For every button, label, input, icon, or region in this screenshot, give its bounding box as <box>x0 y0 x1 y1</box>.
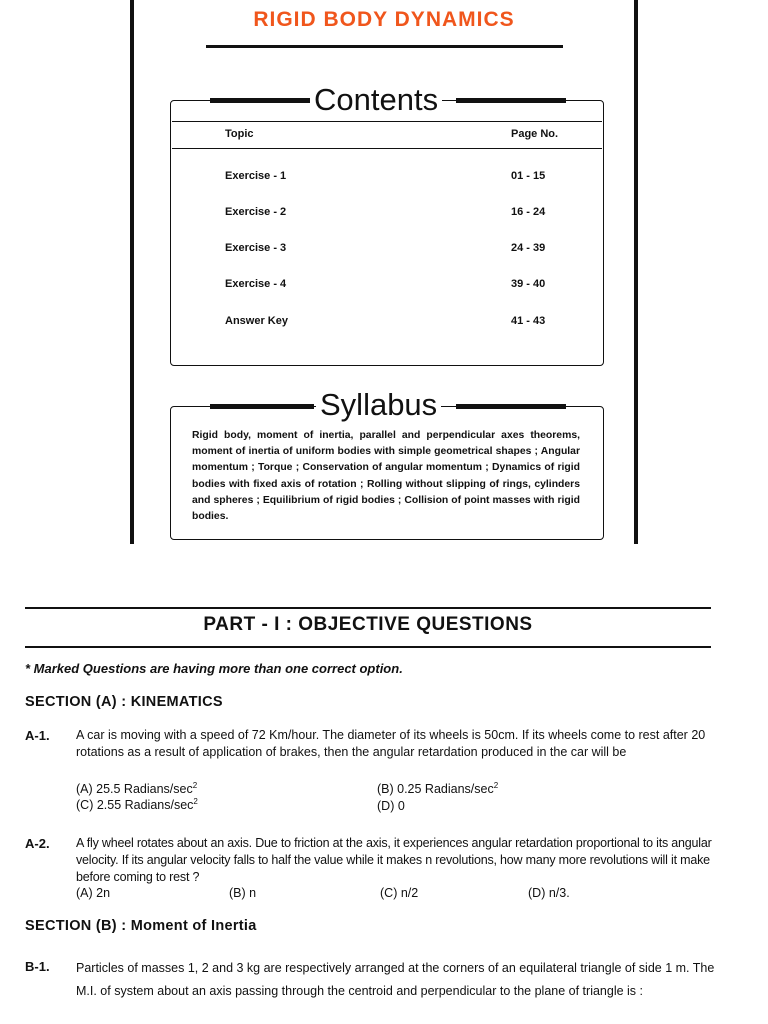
question-number: A-2. <box>25 836 50 851</box>
part-rule-top <box>25 607 711 609</box>
option-b: (B) n <box>229 886 257 900</box>
question-number: A-1. <box>25 728 50 743</box>
option-b-text: (B) 0.25 Radians/sec <box>377 782 494 797</box>
contents-row-topic: Answer Key <box>225 315 288 327</box>
question-text: A car is moving with a speed of 72 Km/hour. The diameter of its wheels is 50cm. If its wheels come to rest after 20 rotations as a result of application of brakes, then the angular retardation produced in the car will be <box>76 728 706 759</box>
option-b <box>377 781 498 796</box>
question-text: Particles of masses 1, 2 and 3 kg are respectively arranged at the corners of an equilateral triangle of side 1 m. The M.I. of system about an axis passing through the centroid and perpendicular to the plane of triangle is : <box>76 961 715 998</box>
syllabus-title: Syllabus <box>316 387 441 423</box>
section-a-heading: SECTION (A) : KINEMATICS <box>25 694 223 710</box>
contents-row-page: 16 - 24 <box>511 206 546 218</box>
contents-row-page: 41 - 43 <box>511 315 546 327</box>
contents-row-page: 39 - 40 <box>511 278 546 290</box>
option-d: (D) n/3. <box>528 886 570 900</box>
superscript: 2 <box>192 781 198 790</box>
contents-row-topic: Exercise - 2 <box>225 206 287 218</box>
right-frame-border <box>634 0 638 544</box>
contents-row-page: 24 - 39 <box>511 242 546 254</box>
section-b-heading: SECTION (B) : Moment of Inertia <box>25 918 257 934</box>
contents-title-bar-right <box>456 98 566 103</box>
superscript: 2 <box>193 797 198 806</box>
question-number: B-1. <box>25 959 50 974</box>
option-a <box>76 781 197 796</box>
title-underline <box>206 45 563 48</box>
contents-title-bar-left <box>210 98 314 103</box>
chapter-title: RIGID BODY DYNAMICS <box>253 8 515 31</box>
left-frame-border <box>130 0 134 544</box>
contents-row-page: 01 - 15 <box>511 170 546 182</box>
part-title: PART - I : OBJECTIVE QUESTIONS <box>203 614 533 635</box>
contents-title: Contents <box>310 82 442 118</box>
option-c <box>76 797 198 812</box>
option-a-text: (A) 25.5 Radians/sec <box>76 782 193 797</box>
option-d: (D) 0 <box>377 799 405 813</box>
option-c: (C) n/2 <box>380 886 419 900</box>
contents-row-topic: Exercise - 1 <box>225 170 287 182</box>
option-a: (A) 2n <box>76 886 111 900</box>
syllabus-text: Rigid body, moment of inertia, parallel and perpendicular axes theorems, moment of inertia of uniform bodies with simple geometrical shapes ; Angular momentum ; Torque ; Conservation of angular momentum ; Dynamics of rigid bodies with fixed axis of rotation ; Rolling without slipping of rings, cylinders and spheres ; Equilibrium of rigid bodies ; Collision of point masses with rigid bodies. <box>192 430 580 523</box>
contents-col-topic: Topic <box>225 128 254 140</box>
contents-row-topic: Exercise - 3 <box>225 242 287 254</box>
syllabus-title-bar-left <box>210 404 314 409</box>
option-c-text: (C) 2.55 Radians/sec <box>76 798 194 813</box>
marked-questions-note: * Marked Questions are having more than one correct option. <box>25 661 403 676</box>
syllabus-title-bar-right <box>456 404 566 409</box>
superscript: 2 <box>493 781 499 790</box>
contents-row-topic: Exercise - 4 <box>225 278 287 290</box>
part-rule-bottom <box>25 646 711 648</box>
question-text: A fly wheel rotates about an axis. Due to friction at the axis, it experiences angular retardation proportional to its angular velocity. If its angular velocity falls to half the value while it makes n revolutions, how many more revolutions will it make before coming to rest ? <box>76 836 712 884</box>
contents-col-page: Page No. <box>511 128 559 140</box>
